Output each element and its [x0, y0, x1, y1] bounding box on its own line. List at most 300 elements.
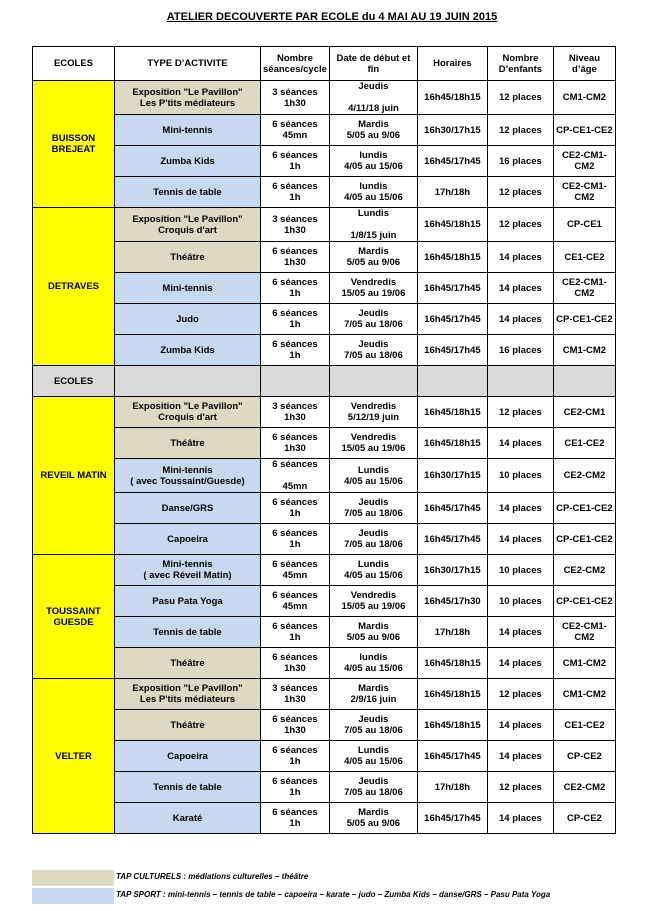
school-name [33, 397, 115, 555]
activity-cell [115, 555, 261, 586]
legend-swatch-sport [32, 888, 114, 904]
table-row [33, 741, 616, 772]
level-cell-line: CP-CE1-CE2 [556, 313, 613, 325]
activity-cell-line: Croquis d'art [158, 224, 217, 236]
hours-cell: 16h45/17h45 [417, 146, 487, 177]
header-dates [329, 47, 417, 81]
level-cell [553, 741, 615, 772]
activity-cell-line: Danse/GRS [161, 502, 214, 514]
table-row [33, 81, 616, 115]
places-cell: 14 places [487, 741, 553, 772]
level-cell-line: CM2 [574, 288, 595, 299]
dates-cell [329, 555, 417, 586]
sessions-cell [261, 304, 330, 335]
dates-cell [329, 710, 417, 741]
level-cell [553, 115, 615, 146]
dates-cell [329, 648, 417, 679]
school-name-line: VELTER [55, 750, 92, 762]
dates-cell [329, 304, 417, 335]
level-cell [553, 493, 615, 524]
dates-cell [329, 242, 417, 273]
level-cell [553, 208, 615, 242]
dates-cell [329, 428, 417, 459]
dates-cell [329, 208, 417, 242]
places-cell: 12 places [487, 679, 553, 710]
table-row [33, 803, 616, 834]
dates-cell-line: Vendredis [350, 590, 397, 601]
header-niveau [553, 47, 615, 81]
places-cell: 14 places [487, 617, 553, 648]
dates-cell-line: 4/05 au 15/06 [344, 161, 403, 172]
dates-cell [329, 772, 417, 803]
school-name-line: DETRAVES [47, 281, 100, 292]
sessions-cell-line: 6 séances [272, 807, 318, 818]
level-cell-line: CM2 [574, 161, 595, 172]
activity-cell [115, 459, 261, 493]
dates-cell-line: lundis [359, 150, 388, 161]
legend-text-cultural: TAP CULTURELS : médiations culturelles – théâtre [116, 872, 309, 881]
activity-cell-line: Croquis d'art [158, 412, 217, 423]
hours-cell: 16h45/18h15 [417, 648, 487, 679]
header-nombre-line: séances/cycle [263, 63, 327, 75]
school-name-line: BREJEAT [51, 144, 96, 155]
sessions-cell-line: 45mn [282, 130, 308, 141]
sessions-cell [261, 803, 330, 834]
separator-cell [261, 366, 330, 397]
dates-cell-line: 4/05 au 15/06 [344, 475, 403, 487]
hours-cell: 16h30/17h15 [417, 459, 487, 493]
sessions-cell-line: 1h [289, 818, 301, 829]
dates-cell [329, 335, 417, 366]
school-name-line: GUESDE [53, 616, 94, 628]
level-cell [553, 273, 615, 304]
sessions-cell [261, 242, 330, 273]
sessions-cell-line: 6 séances [272, 590, 318, 601]
dates-cell [329, 146, 417, 177]
school-name-line: BUISSON [51, 133, 96, 144]
sessions-cell [261, 524, 330, 555]
level-cell [553, 772, 615, 803]
page-title: ATELIER DECOUVERTE PAR ECOLE du 4 MAI AU 19 JUIN 2015 [166, 11, 498, 23]
places-cell: 12 places [487, 397, 553, 428]
hours-cell: 16h45/17h45 [417, 335, 487, 366]
table-row [33, 428, 616, 459]
dates-cell [329, 679, 417, 710]
school-name [33, 679, 115, 834]
table-row [33, 710, 616, 741]
dates-cell [329, 803, 417, 834]
level-cell [553, 81, 615, 115]
dates-cell-line: Mardis [358, 119, 389, 130]
level-cell-line: CM2 [574, 632, 595, 643]
dates-cell-line: Jeudis [358, 81, 389, 92]
dates-cell-line: 5/05 au 9/06 [346, 257, 401, 268]
activity-cell [115, 741, 261, 772]
dates-cell-line: 5/05 au 9/06 [346, 130, 401, 141]
separator-label: ECOLES [33, 366, 115, 397]
activity-cell-line: Judo [176, 313, 199, 325]
dates-cell-line: Lundis [357, 745, 389, 756]
activity-cell [115, 648, 261, 679]
dates-cell-line: 1/8/15 juin [350, 230, 397, 241]
separator-cell [553, 366, 615, 397]
sessions-cell-line: 6 séances [272, 246, 318, 257]
activity-cell [115, 617, 261, 648]
hours-cell: 16h45/17h30 [417, 586, 487, 617]
places-cell: 10 places [487, 555, 553, 586]
dates-cell-line: 5/05 au 9/06 [346, 632, 401, 643]
separator-cell [487, 366, 553, 397]
level-cell-line: CP-CE1-CE2 [556, 595, 613, 607]
activity-cell-line: Capoeira [167, 750, 208, 762]
sessions-cell [261, 115, 330, 146]
table-row [33, 459, 616, 493]
hours-cell: 16h45/17h45 [417, 304, 487, 335]
dates-cell [329, 273, 417, 304]
level-cell [553, 555, 615, 586]
sessions-cell [261, 81, 330, 115]
dates-cell-line: Jeudis [358, 308, 389, 319]
level-cell-line: CE2-CM1- [561, 150, 607, 161]
sessions-cell-line: 6 séances [272, 277, 318, 288]
table-row [33, 586, 616, 617]
places-cell: 10 places [487, 459, 553, 493]
sessions-cell-line: 1h [289, 508, 301, 519]
sessions-cell-line: 1h [289, 192, 301, 203]
places-cell: 12 places [487, 81, 553, 115]
level-cell [553, 428, 615, 459]
level-cell-line: CM2 [574, 192, 595, 203]
sessions-cell-line: 1h30 [284, 694, 306, 705]
sessions-cell [261, 208, 330, 242]
places-cell: 14 places [487, 710, 553, 741]
level-cell-line: CM1-CM2 [562, 688, 607, 700]
school-name-line: TOUSSAINT [46, 605, 101, 617]
activity-cell [115, 81, 261, 115]
header-enfants-line: D’enfants [498, 63, 543, 75]
dates-cell-line: 7/05 au 18/06 [344, 350, 403, 361]
sessions-cell-line: 1h [289, 350, 301, 361]
table-row [33, 679, 616, 710]
level-cell-line: CM1-CM2 [562, 92, 607, 103]
sessions-cell [261, 335, 330, 366]
table-row [33, 177, 616, 208]
hours-cell: 17h/18h [417, 617, 487, 648]
level-cell [553, 679, 615, 710]
table-row [33, 304, 616, 335]
activity-cell [115, 803, 261, 834]
hours-cell: 16h45/18h15 [417, 208, 487, 242]
hours-cell: 16h45/17h45 [417, 524, 487, 555]
separator-cell [417, 366, 487, 397]
dates-cell [329, 177, 417, 208]
dates-cell [329, 115, 417, 146]
activity-cell-line: Tennis de table [153, 781, 222, 793]
sessions-cell-line: 3 séances [272, 401, 318, 412]
separator-cell [115, 366, 261, 397]
school-name [33, 555, 115, 679]
table-row [33, 617, 616, 648]
sessions-cell-line: 1h30 [284, 224, 306, 236]
activity-cell-line: Tennis de table [153, 626, 222, 638]
table-row [33, 397, 616, 428]
sessions-cell-line: 1h [289, 319, 301, 330]
activity-cell [115, 304, 261, 335]
dates-cell-line: Jeudis [358, 339, 389, 350]
activity-cell-line: Karaté [172, 812, 203, 824]
separator-cell [329, 366, 417, 397]
dates-cell [329, 741, 417, 772]
hours-cell: 16h45/18h15 [417, 710, 487, 741]
sessions-cell-line: 1h [289, 161, 301, 172]
level-cell-line: CM1-CM2 [562, 657, 607, 669]
table-row [33, 273, 616, 304]
header-dates-line: fin [367, 63, 380, 75]
table-row [33, 555, 616, 586]
level-cell-line: CE2-CM1- [561, 181, 607, 192]
activity-cell-line: Mini-tennis [162, 559, 213, 570]
dates-cell-line: Mardis [358, 246, 389, 257]
activity-cell [115, 115, 261, 146]
level-cell-line: CP-CE1-CE2 [556, 124, 613, 136]
separator-row [33, 366, 616, 397]
header-niveau-line: Niveau [568, 52, 600, 64]
hours-cell: 16h45/17h45 [417, 803, 487, 834]
places-cell: 14 places [487, 803, 553, 834]
activity-cell [115, 177, 261, 208]
school-name-line: REVEIL MATIN [40, 470, 107, 481]
level-cell-line: CE1-CE2 [564, 437, 605, 449]
activity-cell [115, 586, 261, 617]
dates-cell-line: Vendredis [350, 432, 397, 443]
dates-cell-line: 15/05 au 19/06 [341, 443, 406, 454]
header-niveau-line: d’âge [572, 63, 597, 75]
hours-cell: 17h/18h [417, 772, 487, 803]
schedule-table [32, 46, 616, 834]
sessions-cell [261, 493, 330, 524]
level-cell-line: CM1-CM2 [562, 344, 607, 356]
activity-cell [115, 428, 261, 459]
activity-cell [115, 242, 261, 273]
hours-cell: 16h30/17h15 [417, 115, 487, 146]
sessions-cell-line: 3 séances [272, 86, 318, 98]
dates-cell-line: 7/05 au 18/06 [344, 787, 403, 798]
level-cell-line: CE2-CM1- [561, 621, 607, 632]
sessions-cell [261, 710, 330, 741]
places-cell: 12 places [487, 177, 553, 208]
sessions-cell-line: 3 séances [272, 213, 318, 225]
dates-cell-line: Jeudis [358, 776, 389, 787]
sessions-cell-line: 1h30 [284, 97, 306, 109]
table-row [33, 115, 616, 146]
level-cell [553, 586, 615, 617]
dates-cell-line: Lundis [357, 208, 389, 219]
sessions-cell-line [263, 470, 327, 481]
hours-cell: 16h45/17h45 [417, 273, 487, 304]
dates-cell-line: 2/9/16 juin [350, 694, 397, 705]
level-cell [553, 459, 615, 493]
dates-cell-line: 4/05 au 15/06 [344, 192, 403, 203]
header-row [33, 47, 616, 81]
activity-cell-line: Zumba Kids [160, 155, 215, 167]
sessions-cell-line: 1h30 [284, 412, 306, 423]
dates-cell-line: 4/05 au 15/06 [344, 756, 403, 767]
dates-cell [329, 493, 417, 524]
header-dates-line: Date de début et [336, 52, 411, 64]
sessions-cell-line: 1h30 [284, 725, 306, 736]
sessions-cell-line: 6 séances [272, 745, 318, 756]
activity-cell [115, 493, 261, 524]
level-cell-line: CE2-CM2 [563, 470, 606, 481]
level-cell-line: CP-CE1-CE2 [556, 502, 613, 514]
places-cell: 14 places [487, 493, 553, 524]
header-horaires: Horaires [417, 47, 487, 81]
level-cell [553, 803, 615, 834]
header-enfants-line: Nombre [502, 52, 539, 64]
sessions-cell [261, 586, 330, 617]
header-nombre [261, 47, 330, 81]
dates-cell [329, 524, 417, 555]
sessions-cell-line: 1h [289, 539, 301, 550]
table-row [33, 146, 616, 177]
table-row [33, 208, 616, 242]
activity-cell-line: Pasu Pata Yoga [152, 595, 223, 607]
header-enfants [487, 47, 553, 81]
dates-cell-line: 7/05 au 18/06 [344, 508, 403, 519]
dates-cell-line: Jeudis [358, 497, 389, 508]
dates-cell-line: Mardis [358, 807, 389, 818]
sessions-cell [261, 679, 330, 710]
activity-cell-line: Les P'tits médiateurs [139, 97, 236, 109]
level-cell [553, 304, 615, 335]
places-cell: 12 places [487, 115, 553, 146]
dates-cell-line: 5/05 au 9/06 [346, 818, 401, 829]
school-name [33, 208, 115, 366]
dates-cell-line: 15/05 au 19/06 [341, 601, 406, 612]
activity-cell [115, 273, 261, 304]
dates-cell-line: Vendredis [350, 277, 397, 288]
sessions-cell-line: 45mn [282, 601, 308, 612]
activity-cell-line: Théâtre [170, 719, 205, 731]
sessions-cell [261, 555, 330, 586]
dates-cell-line: 4/05 au 15/06 [344, 663, 403, 674]
dates-cell-line: Lundis [357, 559, 389, 570]
sessions-cell-line: 45mn [282, 570, 308, 581]
sessions-cell-line: 6 séances [272, 308, 318, 319]
dates-cell-line: 4/05 au 15/06 [344, 570, 403, 581]
hours-cell: 16h45/18h15 [417, 428, 487, 459]
activity-cell-line: Exposition "Le Pavillon" [132, 401, 243, 412]
sessions-cell-line: 6 séances [272, 652, 318, 663]
sessions-cell-line: 6 séances [272, 339, 318, 350]
level-cell-line: CP-CE1-CE2 [556, 533, 613, 545]
dates-cell [329, 397, 417, 428]
activity-cell [115, 679, 261, 710]
sessions-cell-line: 6 séances [272, 559, 318, 570]
activity-cell-line: Mini-tennis [162, 282, 213, 294]
hours-cell: 16h45/18h15 [417, 397, 487, 428]
level-cell-line: CP-CE2 [567, 750, 602, 762]
dates-cell-line: Vendredis [350, 401, 397, 412]
sessions-cell-line: 45mn [282, 481, 308, 492]
dates-cell [329, 586, 417, 617]
sessions-cell [261, 146, 330, 177]
sessions-cell [261, 428, 330, 459]
sessions-cell-line: 6 séances [272, 528, 318, 539]
activity-cell-line: ( avec Toussaint/Guesde) [130, 475, 245, 487]
dates-cell-line: 7/05 au 18/06 [344, 319, 403, 330]
activity-cell-line: Capoeira [167, 533, 208, 545]
dates-cell [329, 81, 417, 115]
sessions-cell-line: 1h [289, 632, 301, 643]
activity-cell-line: Exposition "Le Pavillon" [132, 683, 243, 694]
dates-cell-line: 7/05 au 18/06 [344, 725, 403, 736]
level-cell-line: CE2-CM1 [563, 406, 606, 418]
hours-cell: 17h/18h [417, 177, 487, 208]
level-cell-line: CE2-CM1- [561, 277, 607, 288]
level-cell-line: CE1-CE2 [564, 251, 605, 263]
legend-text-sport: TAP SPORT : mini-tennis – tennis de table – capoeira – karate – judo – Zumba Kids – danse/GRS – Pasu Pata Yoga [116, 890, 551, 899]
dates-cell-line: 4/11/18 juin [348, 103, 399, 114]
level-cell-line: CP-CE1 [567, 219, 602, 230]
sessions-cell [261, 772, 330, 803]
places-cell: 14 places [487, 524, 553, 555]
activity-cell [115, 335, 261, 366]
activity-cell-line: Théâtre [170, 657, 205, 669]
table-row [33, 335, 616, 366]
hours-cell: 16h45/17h45 [417, 741, 487, 772]
activity-cell-line: ( avec Réveil Matin) [143, 570, 232, 581]
level-cell [553, 177, 615, 208]
hours-cell: 16h45/17h45 [417, 493, 487, 524]
activity-cell-line: Exposition "Le Pavillon" [132, 213, 243, 225]
sessions-cell-line: 6 séances [272, 459, 318, 470]
sessions-cell-line: 6 séances [272, 181, 318, 192]
level-cell-line: CE1-CE2 [564, 719, 605, 731]
dates-cell-line: Lundis [357, 464, 389, 476]
sessions-cell-line: 6 séances [272, 776, 318, 787]
level-cell [553, 146, 615, 177]
school-name [33, 81, 115, 208]
level-cell [553, 617, 615, 648]
level-cell-line: CE2-CM2 [563, 564, 606, 576]
level-cell [553, 648, 615, 679]
activity-cell [115, 524, 261, 555]
sessions-cell-line: 6 séances [272, 497, 318, 508]
level-cell-line: CE2-CM2 [563, 781, 606, 793]
sessions-cell-line: 6 séances [272, 150, 318, 161]
table-row [33, 493, 616, 524]
level-cell [553, 242, 615, 273]
dates-cell-line: Mardis [358, 621, 389, 632]
dates-cell-line: 15/05 au 19/06 [341, 288, 406, 299]
places-cell: 12 places [487, 208, 553, 242]
sessions-cell [261, 648, 330, 679]
sessions-cell-line: 1h [289, 787, 301, 798]
dates-cell-line: Mardis [358, 683, 389, 694]
table-row [33, 242, 616, 273]
hours-cell: 16h45/18h15 [417, 679, 487, 710]
dates-cell-line: Jeudis [358, 714, 389, 725]
activity-cell [115, 710, 261, 741]
level-cell [553, 710, 615, 741]
sessions-cell [261, 617, 330, 648]
dates-cell [329, 459, 417, 493]
dates-cell-line: Jeudis [358, 528, 389, 539]
places-cell: 14 places [487, 304, 553, 335]
hours-cell: 16h30/17h15 [417, 555, 487, 586]
header-nombre-line: Nombre [277, 52, 313, 64]
